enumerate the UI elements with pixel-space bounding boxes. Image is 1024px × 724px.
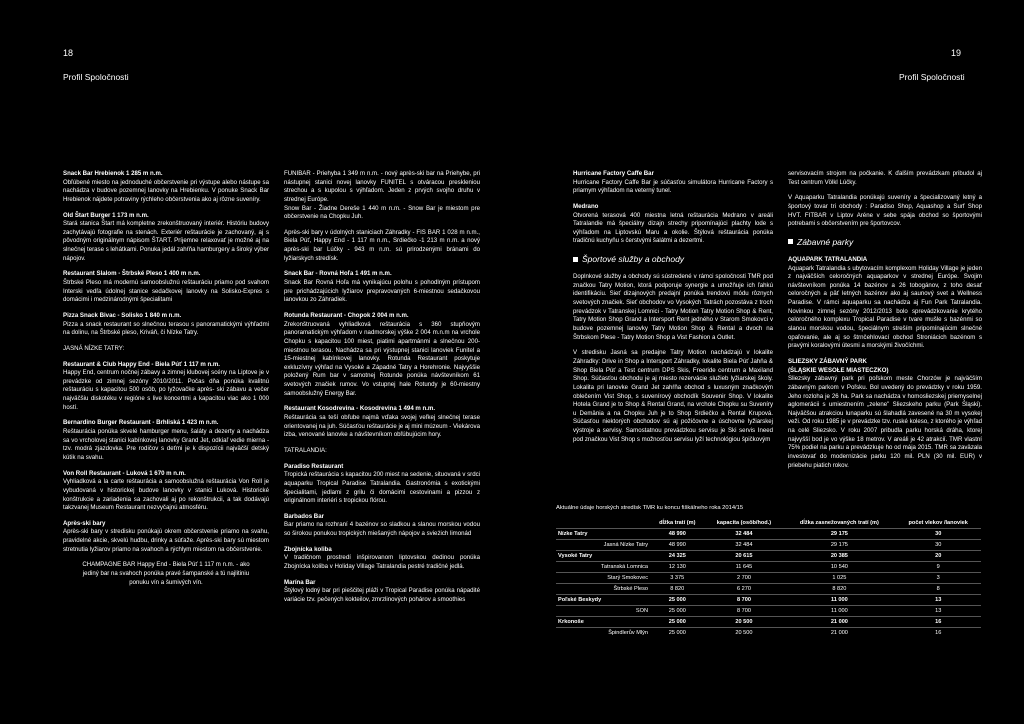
table-cell: 3 — [895, 573, 981, 584]
page-number-left: 18 — [63, 48, 74, 58]
table-cell: 20 — [895, 551, 981, 562]
heading: Après-ski bary — [63, 519, 106, 527]
paragraph: Tropická reštaurácia s kapacitou 200 miest na sedenie, situovaná v srdci aquaparku Tropical Paradise Tatralandia. Gastronómia s exotickými špecialitami, jedlami z grilu či domácimi cestovinami a pizzou z originálnom interiéri s tropickou flórou. — [284, 471, 480, 505]
table-row — [556, 606, 981, 617]
heading: SLIEZSKY ZÁBAVNÝ PARK — [788, 357, 867, 365]
heading: Medrano — [573, 202, 599, 210]
paragraph: V stredisku Jasná sa predajne Tatry Motion nachádzajú v lokalite Záhradky: Drive in Shop a Intersport Záhradky, lokalite Biela Púť Jahňa & Shop Biela Púť a Test centrum DPS Skis, Freeride centrum a Maxiland Shop. Súčasťou obchodu je aj miesto rezervácie služieb lyžiarskej školy. Lokalita pri lanovke Grand Jet zahŕňa obchod s luxusným značkovým oblečením Vist Shop, s suvenírový obchodík Souvenir Shop. V lokalite Hotela Grand je to Shop & Rental Grand, na vrchole Chopku su Suveníry u Demänia a na Chopku Juh je to Shop Srdiečko a Rental Krupová. Súčasťou niektorých obchodov sú aj požičovne a úschovne lyžiarskej výstroje a servisy. Samostatnou prevádzkou servisu je Ski servis Ineed pod značkou Vist Shop s možnosťou servisu lyží technológiou špičkovým — [573, 349, 773, 443]
heading: Paradiso Restaurant — [284, 462, 344, 470]
table-cell: 25 000 — [650, 628, 705, 639]
paragraph: Hurricane Factory Caffe Bar je súčasťou simulátora Hurricane Factory s priamym výhľadom na veterný tunel. — [573, 178, 773, 195]
table-cell: 29 175 — [783, 540, 895, 551]
paragraph: Obľúbené miesto na jednoduché občerstvenie pri výstupe alebo nástupe sa nachádza v budove pozemnej lanovky na Hrebienku. V ponuke Snack Bar Hrebienok nájdete potraviny rýchleho občerstvenia ako aj rôzne suveníry. — [63, 178, 269, 203]
paragraph: Stará stanica Štart má kompletne zrekonštruovaný interiér. Históriu budovy zachytávajú fotografie na stenách. Exteriér reštaurácie je zachovaný, aj s pôvodným originálnym nápisom ŠTART. Príjemne relaxovať je možné aj na slnečnej terase s lehátkami. Ponuka jedál zahŕňa hamburgery a široký výber nápojov. — [63, 220, 269, 262]
heading: Von Roll Restaurant - Luková 1 670 m n.m. — [63, 469, 186, 477]
square-bullet-icon — [573, 257, 578, 262]
table-cell: 3 375 — [650, 573, 705, 584]
section-title — [573, 253, 773, 265]
table-cell: 25 000 — [650, 617, 705, 628]
table-caption: Aktuálne údaje horských stredísk TMR ku koncu fiškálneho roka 2014/15 — [556, 505, 744, 511]
paragraph: Snow Bar - Žiadne Dereše 1 440 m n.m. - Snow Bar je miestom pre občerstvenie na Chopku Juh. — [284, 204, 480, 221]
paragraph: Reštaurácia sa teší obľube najmä vďaka svojej veľkej slnečnej terase orientovanej na juh. Súčasťou reštaurácie je aj mini múzeum - Viekárova izba, venované lanovke a návštevníkom obľúbujúcim hory. — [284, 414, 480, 439]
table-row — [556, 562, 981, 573]
paragraph: V Aquaparku Tatralandia ponúkajú suveníry a špecializovaný letný a športový tovar tri obchody : Paradiso Shop, Aquashop a Surf Shop HVT. FITBAR v Liptov Aréne v sebe spája obchod so športovými potrebami s občerstvením pre športovcov. — [788, 194, 982, 228]
table-cell: 48 990 — [650, 529, 705, 540]
table-cell: 2 700 — [705, 573, 784, 584]
column-4 — [788, 170, 982, 477]
table-cell: 16 — [895, 628, 981, 639]
table-header-cell: dĺžka tratí (m) — [659, 520, 696, 526]
heading: Zbojnícka koliba — [284, 545, 332, 553]
table-cell-name: SON — [556, 606, 650, 617]
paragraph: Bar priamo na rozhraní 4 bazénov so sladkou a slanou morskou vodou so širokou ponukou tropických miešaných nápojov a svieżich limonád — [284, 521, 480, 538]
table-row — [556, 551, 981, 562]
table-cell: 30 — [895, 540, 981, 551]
heading: Restaurant & Club Happy End - Biela Púť 1 117 m n.m. — [63, 360, 220, 368]
table-row — [556, 584, 981, 595]
table-cell: 13 — [895, 606, 981, 617]
table-row — [556, 573, 981, 584]
table-cell: 24 325 — [650, 551, 705, 562]
table-cell: 8 700 — [705, 606, 784, 617]
heading: Snack Bar - Rovná Hoľa 1 491 m n.m. — [284, 270, 392, 278]
section-title-text: Zábavné parky — [797, 236, 854, 247]
paragraph: Reštaurácia ponúka skvelé hamburger menu, šaláty a dezerty a nachádza sa vo vrcholovej stanici kabínkovej lanovky Grand Jet, odkiaľ vedie mierna - tzv. modrá zjazdovka. Pre rodičov s deťmi je k dispozícii najväčší detský kútik na svahu. — [63, 428, 269, 461]
table-cell: 9 — [895, 562, 981, 573]
heading: Old Štart Burger 1 173 m n.m. — [63, 211, 149, 219]
heading: Marína Bar — [284, 578, 316, 586]
heading: Hurricane Factory Caffe Bar — [573, 170, 654, 177]
square-bullet-icon — [788, 239, 793, 244]
table-cell-name: Jasná Nízke Tatry — [556, 540, 650, 551]
heading: Restaurant Slalom - Štrbské Pleso 1 400 m n.m. — [63, 270, 201, 278]
paragraph: Otvorená terasová 400 miestna letná reštaurácia Medrano v areáli Tatralandie má špeciálny dizajn strechy pripomínajúci plachty lode s výhľadom na Liptovskú Maru a okolie. Štýlová reštaurácia ponúka tradičnú kuchyňu s čerstvými šalátmi a dezertmi. — [573, 211, 773, 245]
page-header-right: Profil Spoločnosti — [899, 72, 965, 82]
table-cell-name: Tatranská Lomnica — [556, 562, 650, 573]
table-cell: 11 645 — [705, 562, 784, 573]
paragraph: Zrekonštruovaná vyhliadková reštaurácia s 360 stupňovým panoramatickým výhľadom v nadmorskej výške 2 004 m.n.m na vrchole Chopku s kapacitou 100 miest, piatimi apartmánmi a slnečnou 200- miestnou terasou. Nachádza sa pri výstupnej stanici lanoviek Funitel a 15-miestnej kabínkovej lanovky. Rotunda Restaurant poskytuje exkluzívny výhľad na Vysoké a Západné Tatry a Horehronie. Najvyššie položený Rum bar v samotnej Rotunde ponúka návštevníkom 61 svetových značiek rumov. Vo vstupnej hale Rotundy je 60-miestny samoobslužný Energy Bar. — [284, 320, 480, 397]
heading: Bernardino Burger Restaurant - Brhliská 1 423 m n.m. — [63, 419, 219, 427]
paragraph: FUNIBAR - Priehyba 1 349 m n.m. - nový après-ski bar na Priehybe, pri nástupnej stanici novej lanovky FUNITEL s otváracou preskleniou strechou a s kupolou s výhľadom. Jeden z prvých svojho druhu v strednej Európe. — [284, 170, 480, 203]
table-header-cell — [556, 518, 650, 529]
paragraph: Doplnkové služby a obchody sú sústredené v rámci spoločnosti TMR pod značkou Tatry Motion, ktorá podporuje synergie a umožňuje ich ľahkú identifikáciu. Sieť dizajnových predajní ponúka trendovú módu rôznych svetových značiek. Sieť obchodov vo Vysokých Tatrách pozostáva z troch prevádzok v Tatranskej Lomnici - Tatry Motion Tatry Motion Shop & Rent, Tatry Motion Shop Grand a Intersport Rent jedného v Starom Smokovci v budove pozemnej lanovky Tatry Motion Shop & Rental a dvoch na Štrbskom Plese - Tatry Motion Shop a Vist Fashion a Outlet. — [573, 273, 773, 341]
table-cell: 32 484 — [705, 540, 784, 551]
section-title — [788, 236, 982, 248]
paragraph: Štrbské Pleso má modernú samoobslužnú reštauráciu priamo pod svahom Interski vedľa údolnej stanice sedačkovej lanovky na Solisko-Expres s domácimi i medzinárodnými špecialitami — [63, 279, 269, 304]
table-cell: 29 175 — [783, 529, 895, 540]
table-header-cell: kapacita (osôb/hod.) — [716, 520, 772, 526]
heading: Rotunda Restaurant - Chopok 2 004 m n.m. — [284, 311, 409, 319]
table-cell: 8 820 — [783, 584, 895, 595]
column-3 — [573, 170, 773, 451]
column-2 — [284, 170, 480, 612]
table-cell: 25 000 — [650, 606, 705, 617]
table-cell-name: Krkonoše — [556, 617, 650, 628]
table-row — [556, 540, 981, 551]
paragraph: Štýlový lodný bar pri pieščitej pláži v Tropical Paradise ponúka nápadité variácie tzv. pečených kokteilov, zmrzlinových pohárov a smoothies — [284, 587, 480, 603]
section-heading: TATRALANDIA: — [284, 446, 327, 454]
paragraph: Vyhliadková a la carte reštaurácia a samoobslužná reštaurácia Von Roll je vybudovaná v historickej budove lanovky v stanici Luková. Historické konštrukcie a zariadenia sa zachovali aj po rekonštrukcii, a tak dodávajú takzvanej Museum Restaurant nezvyčajnú atmosféru. — [63, 478, 269, 512]
table-header-cell: počet vlekov /lanoviek — [908, 520, 968, 526]
table-cell: 8 820 — [650, 584, 705, 595]
heading: Pizza Snack Bivac - Solisko 1 840 m n.m. — [63, 311, 182, 319]
heading: Restaurant Kosodrevina - Kosodrevina 1 494 m n.m. — [284, 405, 436, 413]
table-cell: 20 500 — [705, 617, 784, 628]
table-cell: 8 700 — [705, 595, 784, 606]
table-row — [556, 628, 981, 639]
table-cell-name: Vysoké Tatry — [556, 551, 650, 562]
table-cell-name: Špindlerův Mlýn — [556, 628, 650, 639]
table-cell: 6 270 — [705, 584, 784, 595]
table-cell: 11 000 — [783, 595, 895, 606]
heading: (ŚLĄSKIE WESOŁE MIASTECZKO) — [788, 366, 889, 374]
table-row — [556, 529, 981, 540]
paragraph: CHAMPAGNE BAR Happy End - Biela Púť 1 117 m n.m. - ako jediný bar na svahoch ponúka pravé šampanské a tú najlitiniu ponuku vín a šumivých vín. — [82, 561, 250, 586]
table-cell: 12 130 — [650, 562, 705, 573]
heading: AQUAPARK TATRALANDIA — [788, 255, 868, 263]
ski-resorts-table — [556, 518, 981, 638]
table-cell: 8 — [895, 584, 981, 595]
table-cell-name: Poľské Beskydy — [556, 595, 650, 606]
table-row — [556, 617, 981, 628]
table-cell: 10 540 — [783, 562, 895, 573]
table-row — [556, 595, 981, 606]
table-cell-name: Starý Smokovec — [556, 573, 650, 584]
paragraph: Aquapark Tatralandia s ubytovacím komplexom Holiday Village je jeden z najväčších celoročných aquaparkov v strednej Európe. Svojim návštevníkom ponúka 14 bazénov a 26 tobogánov, z toho desať celoročných a päť letných bazénov ako aj saunový svet a Wellness Paradise. V rámci aquaparku sa nachádza aj Fun Park Tatralandia. Novinkou zimnej sezóny 2012/2013 bolo sprevádzkovanie krytého celoročného komplexu Tropical Paradise v tvare mušle s bazénmi so slanou morskou vodou, špeciálnym streším pripomínajúcim slnečné opaľovanie, ale aj so štrnčehlovací obchod Stroniácich bazénom s pravými koralovými útesmi a morskými živočíchmi. — [788, 264, 982, 350]
page-number-right: 19 — [951, 48, 962, 58]
table-cell: 1 025 — [783, 573, 895, 584]
table-cell: 16 — [895, 617, 981, 628]
table-cell: 30 — [895, 529, 981, 540]
page-header-left: Profil Spoločnosti — [63, 72, 129, 82]
table-header-row — [556, 518, 981, 529]
paragraph: Après-ski bary v údolných staniciach Záhradky - FIS BAR 1 028 m n.m., Biela Púť, Happy End - 1 117 m n.m., Srdiečko -1 213 m n.m. a nový après-ski bar Lúčky - 943 m n.m. sú prirodzenými bránami do lyžiarskych stredísk. — [284, 228, 480, 262]
paragraph: Happy End, centrum nočnej zábavy a zimnej klubovej scény na Liptove je v prevádzke od zimnej sezóny 2010/2011. Počas dňa ponúka kvalitnú reštauráciu s kapacitou 500 osôb, po lyžovačke après- ski zábavu a večer najväčšiu diskotéku v regióne s live koncertmi a kapacitou viac ako 1 000 hostí. — [63, 369, 269, 411]
table-cell-name: Štrbské Pleso — [556, 584, 650, 595]
table-cell: 21 000 — [783, 617, 895, 628]
paragraph: Snack Bar Rovná Hoľa má vynikajúcu polohu s pohodlným prístupom pre prichádzajúcich lyžiarov prepravovaných 6-miestnou sedačkovou lanovkou zo Záhradiek. — [284, 279, 480, 304]
table-cell: 20 500 — [705, 628, 784, 639]
table-cell: 32 484 — [705, 529, 784, 540]
table-cell-name: Nízke Tatry — [556, 529, 650, 540]
table-header-cell: dĺžka zasnežovaných tratí (m) — [799, 520, 879, 526]
paragraph: Pizza a snack restaurant so slnečnou terasou s panoramatickými výhľadmi na dolinu, na Štrbské pleso, Kriváň, či Nízke Tatry. — [63, 320, 269, 337]
table-cell: 11 000 — [783, 606, 895, 617]
paragraph: Sliezsky zábavný park pri poľskom meste Chorzów je najväčším zábavným parkom v Poľsku. Bol uvedený do prevádzky v roku 1959. Jeho rozloha je 26 ha. Park sa nachádza v homosliezskej priemyselnej aglomerácii s umiestnením „zelene" Sliezskeho parku (Park Śląski). Najväčšou atrakciou lunaparku sú šlahadlá zavesené na 30 m vysokej veži. Od roku 1985 je v prevádzke tzv. ruské koleso, z ktorého je výhľad na celé Sliezsko. V roku 2007 pribudla parku horská dráha, ktorej najvyšší bod je vo výške 18 metrov. V areáli je 42 atrakcií. TMR vlastní 75% podiel na parku a prevádzkuje ho od mája 2015. TMR sa zaväzala investovať do modernizácie parku 120 mil. PLN (30 mil. EUR) v priebehu piatich rokov. — [788, 375, 982, 469]
section-title-text: Športové služby a obchody — [582, 254, 685, 265]
table-cell: 13 — [895, 595, 981, 606]
paragraph: Après-ski bary v stredisku ponúkajú okrem občerstvenie priamo na svahu, pravidelné akcie, skvelú hudbu, drinky a súťaže. Après-ski bary sú miestom stretnutia lyžiarov priamo na svahoch a rýchlym miestom na občerstvenie. — [63, 528, 269, 553]
table-cell: 20 615 — [705, 551, 784, 562]
table-cell: 25 000 — [650, 595, 705, 606]
paragraph: V tradičnom prostredí inšpirovanom liptovskou dedinou ponúka Zbojnícka koliba v Holiday Village Tatralandia pestré tradičné jedlá. — [284, 554, 480, 570]
table-cell: 21 000 — [783, 628, 895, 639]
heading: Barbados Bar — [284, 512, 324, 520]
paragraph: servisovacím strojom na počkanie. K ďalším prevádzkam pribudol aj Test centrum Völkl Lúčky. — [788, 170, 982, 186]
section-heading: JASNÁ NÍZKE TATRY: — [63, 344, 125, 352]
table-cell: 48 990 — [650, 540, 705, 551]
heading: Snack Bar Hrebienok 1 285 m n.m. — [63, 170, 163, 177]
table-cell: 20 385 — [783, 551, 895, 562]
column-1 — [63, 170, 269, 594]
